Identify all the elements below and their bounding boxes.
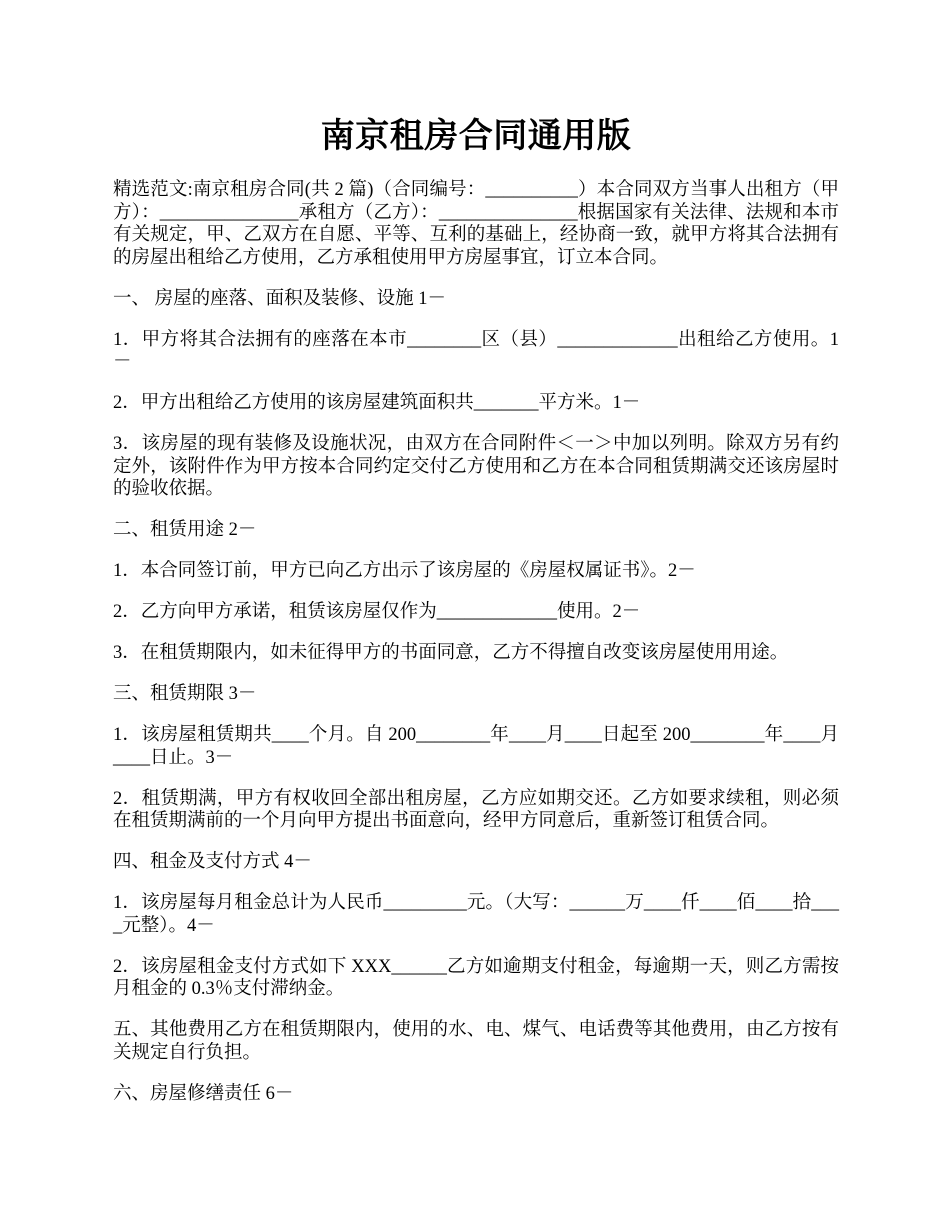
clause-4-1: 1．该房屋每月租金总计为人民币_________元。（大写：______万____仟____佰____拾____元整）。4－ (113, 893, 839, 936)
clause-1-3: 3．该房屋的现有装修及设施状况，由双方在合同附件＜一＞中加以列明。除双方另有约定外，该附件作为甲方按本合同约定交付乙方使用和乙方在本合同租赁期满交还该房屋时的验收依据。 (113, 434, 839, 499)
clause-1-2: 2．甲方出租给乙方使用的该房屋建筑面积共_______平方米。1－ (113, 393, 641, 413)
document-page (113, 112, 839, 1124)
section-heading-repairs: 六、房屋修缮责任 6－ (113, 1083, 294, 1104)
document-body (113, 179, 839, 1105)
document-title: 南京租房合同通用版 (320, 118, 632, 155)
clause-1-1: 1．甲方将其合法拥有的座落在本市________区（县）_____________出租给乙方使用。1－ (113, 329, 839, 372)
clause-2-1: 1．本合同签订前，甲方已向乙方出示了该房屋的《房屋权属证书》。2－ (113, 561, 696, 581)
clause-2-3: 3．在租赁期限内，如未征得甲方的书面同意，乙方不得擅自改变该房屋使用用途。 (113, 643, 789, 663)
clause-3-1: 1．该房屋租赁期共____个月。自 200________年____月____日起至 200________年____月____日止。3－ (113, 725, 839, 768)
clause-3-2: 2．租赁期满，甲方有权收回全部出租房屋，乙方应如期交还。乙方如要求续租，则必须在租赁期满前的一个月向甲方提出书面意向，经甲方同意后，重新签订租赁合同。 (113, 788, 839, 831)
section-heading-premises: 一、 房屋的座落、面积及装修、设施 1－ (113, 288, 447, 309)
section-heading-term: 三、租赁期限 3－ (113, 684, 257, 704)
clause-2-2: 2．乙方向甲方承诺，租赁该房屋仅作为_____________使用。2－ (113, 602, 641, 622)
clause-4-2: 2．该房屋租金支付方式如下 XXX______乙方如逾期支付租金，每逾期一天，则乙方需按月租金的 0.3％支付滞纳金。 (113, 956, 839, 999)
section-heading-purpose: 二、租赁用途 2－ (113, 520, 257, 540)
section-heading-rent: 四、租金及支付方式 4－ (113, 852, 312, 872)
intro-paragraph: 精选范文:南京租房合同(共 2 篇)（合同编号：__________）本合同双方当事人出租方（甲方）：_______________承租方（乙方）：_______________根据国家有关法律、法规和本市有关规定，甲、乙双方在自愿、平等、互利的基础上，经协商一致，就甲方将其合法拥有的房屋出租给乙方使用，乙方承租使用甲方房屋事宜，订立本合同。 (113, 180, 839, 268)
section-other-fees: 五、其他费用乙方在租赁期限内，使用的水、电、煤气、电话费等其他费用，由乙方按有关规定自行负担。 (113, 1020, 839, 1063)
